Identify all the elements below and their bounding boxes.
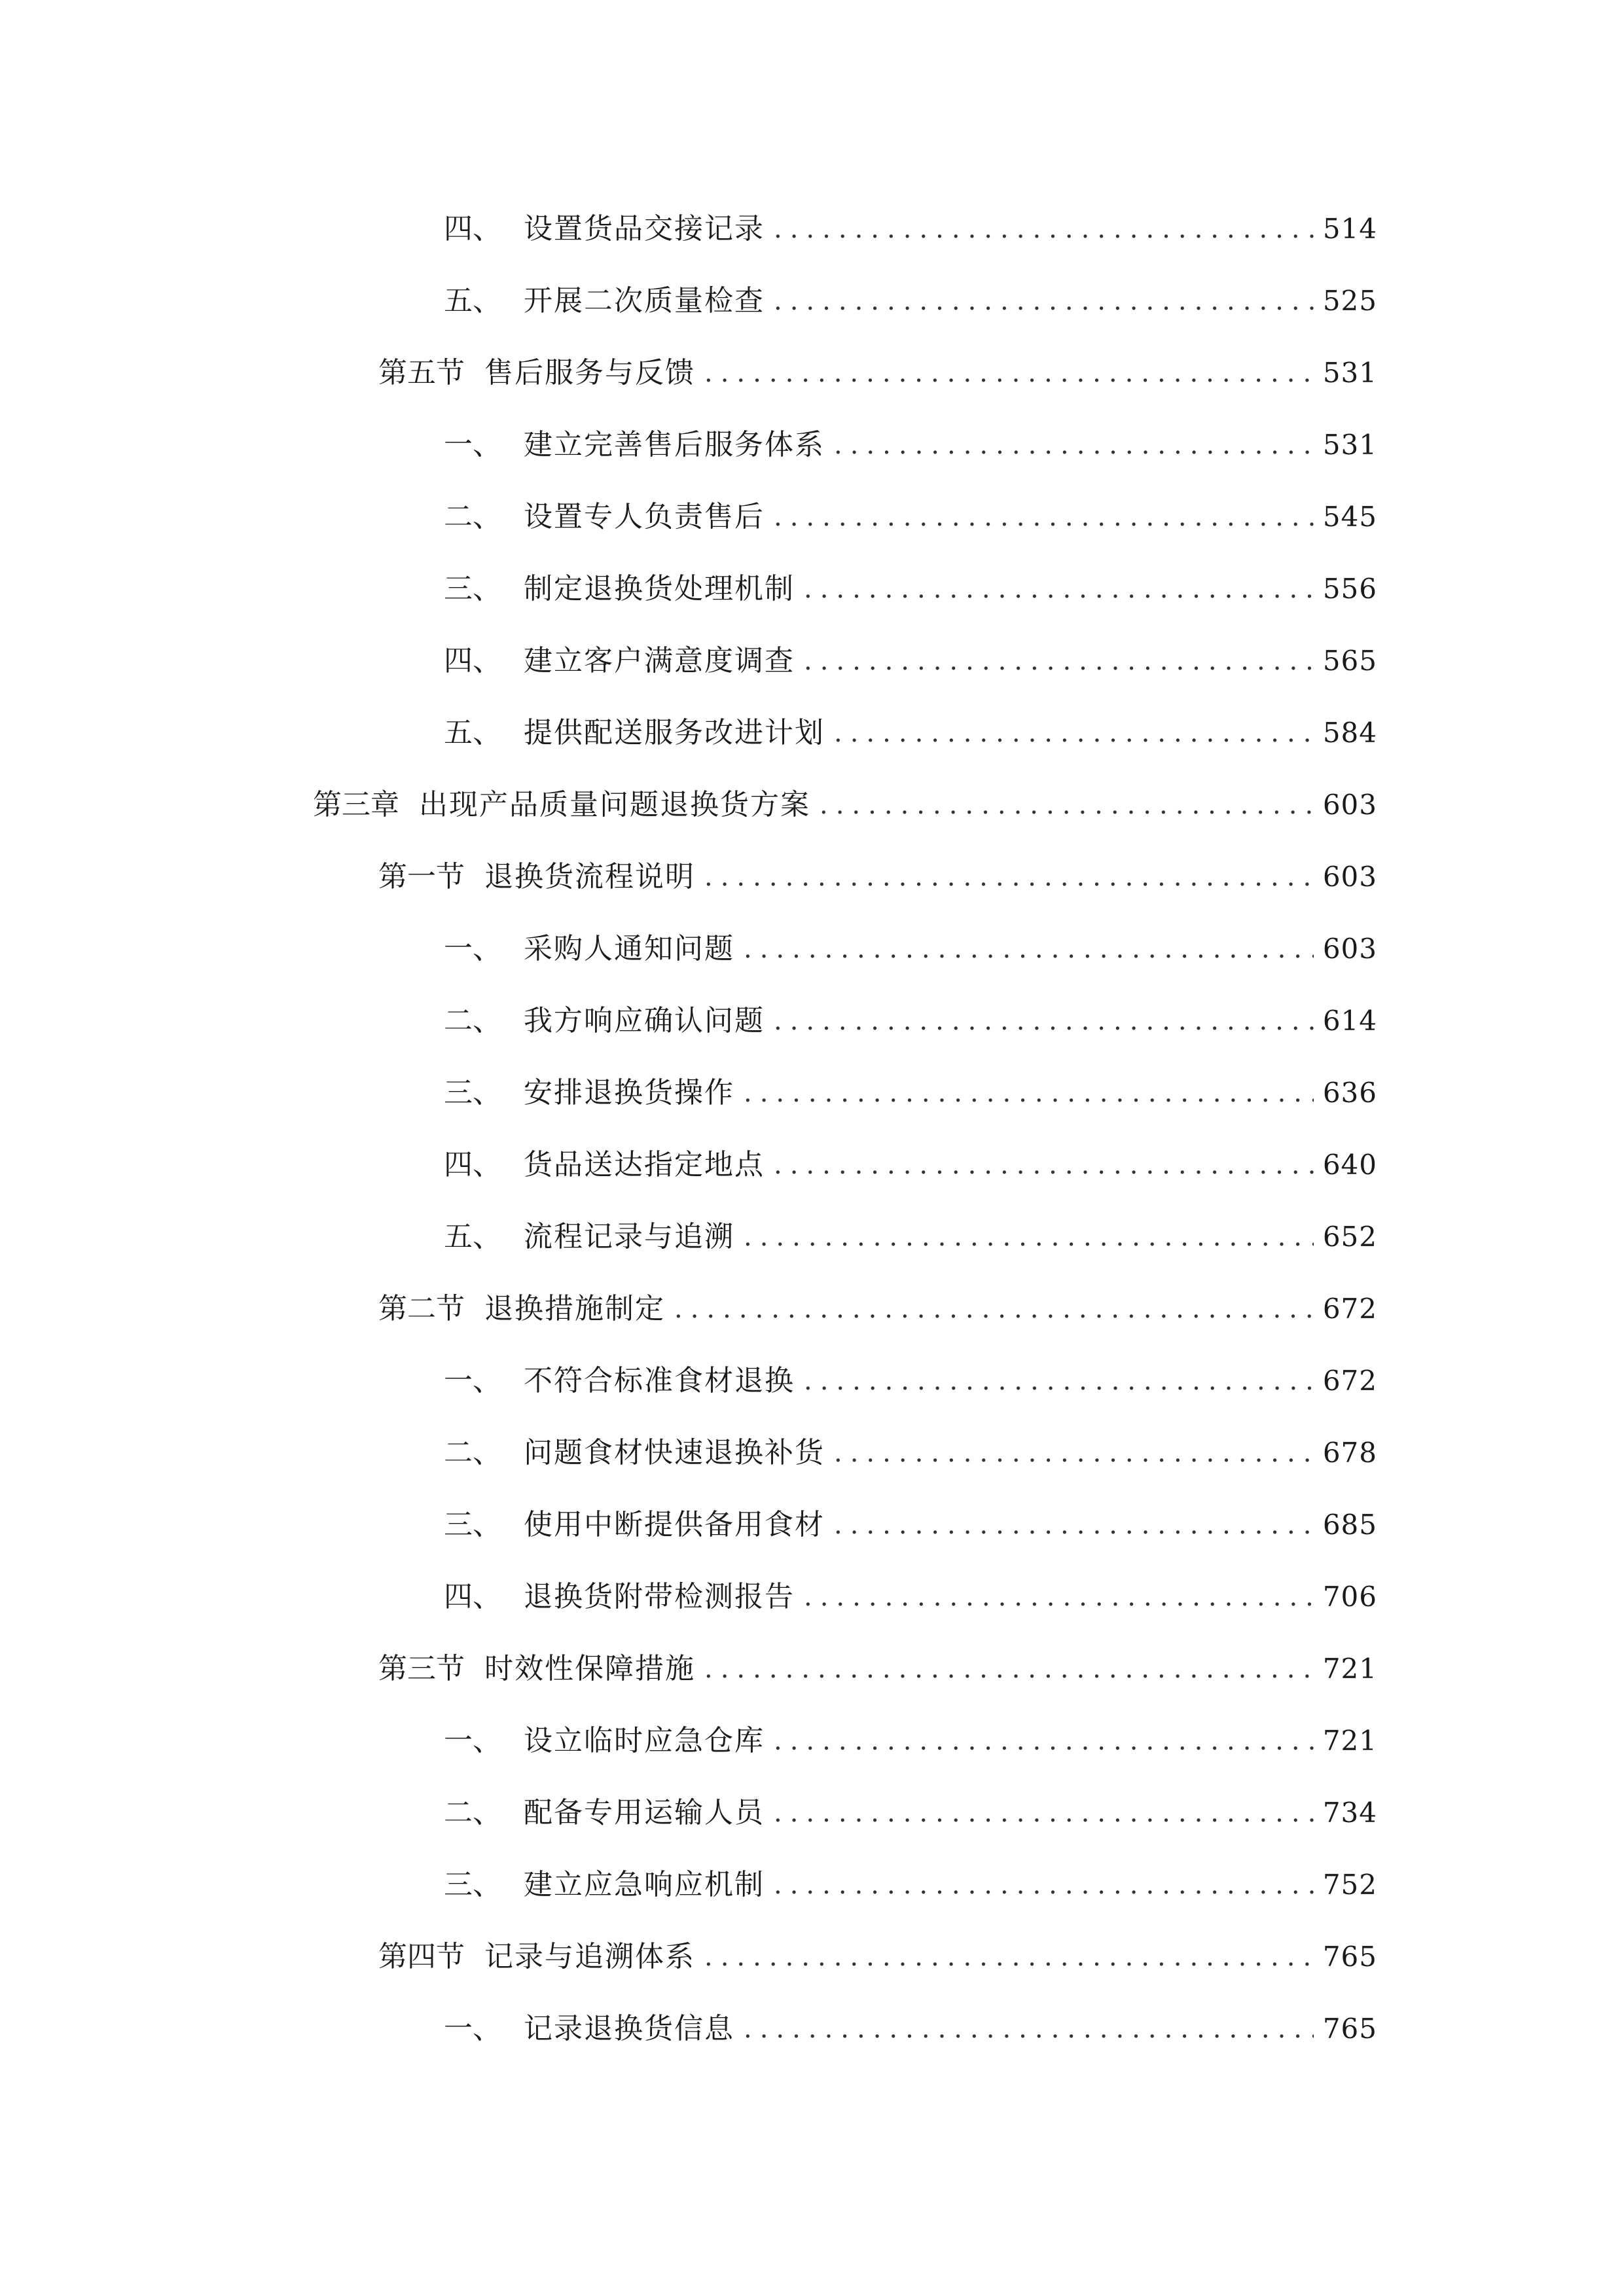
toc-entry-number: 四、 [444, 1148, 501, 1181]
toc-entry-number: 一、 [444, 428, 501, 461]
toc-leader-dots [704, 851, 1314, 903]
toc-entry-page: 721 [1322, 1653, 1377, 1685]
toc-leader-dots [804, 1355, 1314, 1407]
toc-entry-page: 565 [1322, 645, 1377, 677]
toc-entry[interactable] [378, 1931, 1377, 1983]
toc-entry-number: 三、 [444, 1868, 501, 1901]
toc-entry-page: 685 [1322, 1509, 1377, 1541]
toc-entry-number: 第三章 [313, 788, 399, 821]
toc-entry-page: 765 [1322, 2013, 1377, 2045]
toc-leader-dots [774, 1859, 1314, 1911]
toc-entry-title: 设立临时应急仓库 [524, 1724, 765, 1757]
toc-leader-dots [704, 347, 1314, 399]
toc-entry-number: 一、 [444, 932, 501, 965]
toc-leader-dots [774, 491, 1314, 543]
toc-entry[interactable] [444, 995, 1377, 1047]
toc-entry-page: 734 [1322, 1797, 1377, 1829]
toc-entry-title: 售后服务与反馈 [484, 356, 695, 389]
toc-entry-number: 五、 [444, 1220, 501, 1253]
toc-entry-number: 五、 [444, 284, 501, 317]
toc-entry-page: 672 [1322, 1365, 1377, 1397]
toc-entry-title: 制定退换货处理机制 [524, 572, 795, 605]
toc-entry-number: 三、 [444, 1508, 501, 1541]
toc-entry-title: 退换措施制定 [484, 1292, 665, 1325]
toc-entry-title: 建立客户满意度调查 [524, 644, 795, 677]
toc-entry-page: 678 [1322, 1437, 1377, 1469]
toc-entry-title: 不符合标准食材退换 [524, 1364, 795, 1397]
toc-entry-page: 765 [1322, 1941, 1377, 1973]
toc-entry-title: 建立应急响应机制 [524, 1868, 765, 1901]
toc-entry-title: 出现产品质量问题退换货方案 [419, 788, 810, 821]
toc-entry-page: 652 [1322, 1221, 1377, 1253]
toc-leader-dots [774, 1139, 1314, 1191]
toc-entry-title: 建立完善售后服务体系 [524, 428, 825, 461]
toc-entry-number: 第五节 [378, 356, 465, 389]
toc-entry-title: 安排退换货操作 [524, 1076, 734, 1109]
toc-entry[interactable] [444, 491, 1377, 543]
toc-entry[interactable] [313, 779, 1377, 831]
toc-entry-number: 第一节 [378, 860, 465, 893]
toc-entry-page: 603 [1322, 933, 1377, 965]
toc-entry[interactable] [444, 1499, 1377, 1551]
toc-entry-page: 531 [1322, 357, 1377, 389]
toc-entry-number: 二、 [444, 500, 501, 533]
toc-entry-title: 货品送达指定地点 [524, 1148, 765, 1181]
toc-entry[interactable] [444, 635, 1377, 687]
toc-leader-dots [820, 779, 1314, 831]
toc-entry-number: 四、 [444, 644, 501, 677]
toc-leader-dots [744, 1211, 1314, 1263]
toc-entry[interactable] [444, 563, 1377, 615]
toc-entry[interactable] [444, 1715, 1377, 1767]
toc-leader-dots [804, 635, 1314, 687]
toc-entry-title: 设置货品交接记录 [524, 212, 765, 245]
toc-entry-title: 退换货附带检测报告 [524, 1580, 795, 1613]
toc-entry[interactable] [444, 923, 1377, 975]
toc-leader-dots [834, 419, 1314, 471]
toc-entry-number: 一、 [444, 1724, 501, 1757]
toc-entry-title: 问题食材快速退换补货 [524, 1436, 825, 1469]
toc-entry-title: 我方响应确认问题 [524, 1004, 765, 1037]
toc-entry-page: 556 [1322, 573, 1377, 605]
toc-leader-dots [834, 1427, 1314, 1479]
toc-entry-page: 514 [1322, 213, 1377, 245]
toc-entry-number: 二、 [444, 1796, 501, 1829]
toc-entry[interactable] [444, 203, 1377, 255]
toc-entry-number: 四、 [444, 212, 501, 245]
toc-leader-dots [804, 563, 1314, 615]
toc-entry-page: 545 [1322, 501, 1377, 533]
toc-leader-dots [834, 1499, 1314, 1551]
toc-entry-page: 603 [1322, 789, 1377, 821]
toc-entry-title: 记录退换货信息 [524, 2012, 734, 2045]
toc-entry[interactable] [444, 1571, 1377, 1623]
toc-entry[interactable] [444, 1787, 1377, 1839]
toc-entry[interactable] [444, 1211, 1377, 1263]
toc-entry-page: 752 [1322, 1869, 1377, 1901]
toc-entry[interactable] [444, 419, 1377, 471]
toc-entry-title: 采购人通知问题 [524, 932, 734, 965]
toc-entry-title: 退换货流程说明 [484, 860, 695, 893]
toc-entry-number: 一、 [444, 2012, 501, 2045]
toc-leader-dots [834, 707, 1314, 759]
toc-entry-number: 四、 [444, 1580, 501, 1613]
toc-entry-number: 第三节 [378, 1652, 465, 1685]
toc-entry-number: 一、 [444, 1364, 501, 1397]
toc-leader-dots [704, 1931, 1314, 1983]
toc-entry[interactable] [378, 1283, 1377, 1335]
toc-entry-title: 设置专人负责售后 [524, 500, 765, 533]
toc-leader-dots [674, 1283, 1314, 1335]
toc-entry-number: 第四节 [378, 1940, 465, 1973]
toc-entry-number: 二、 [444, 1004, 501, 1037]
toc-entry[interactable] [444, 1139, 1377, 1191]
toc-leader-dots [774, 1715, 1314, 1767]
toc-entry[interactable] [444, 1427, 1377, 1479]
toc-leader-dots [774, 995, 1314, 1047]
toc-entry[interactable] [378, 851, 1377, 903]
toc-entry-number: 三、 [444, 1076, 501, 1109]
toc-entry-page: 531 [1322, 429, 1377, 461]
toc-entry-title: 使用中断提供备用食材 [524, 1508, 825, 1541]
toc-leader-dots [774, 1787, 1314, 1839]
toc-entry-title: 提供配送服务改进计划 [524, 716, 825, 749]
toc-leader-dots [744, 923, 1314, 975]
toc-entry-title: 配备专用运输人员 [524, 1796, 765, 1829]
toc-entry-page: 584 [1322, 717, 1377, 749]
toc-entry-number: 二、 [444, 1436, 501, 1469]
toc-entry[interactable] [444, 275, 1377, 327]
toc-entry-title: 记录与追溯体系 [484, 1940, 695, 1973]
toc-entry[interactable] [378, 347, 1377, 399]
toc-entry[interactable] [444, 2003, 1377, 2055]
toc-leader-dots [704, 1643, 1314, 1695]
toc-entry-page: 636 [1322, 1077, 1377, 1109]
toc-entry-page: 525 [1322, 285, 1377, 317]
toc-entry[interactable] [378, 1643, 1377, 1695]
toc-leader-dots [804, 1571, 1314, 1623]
toc-leader-dots [744, 1067, 1314, 1119]
toc-entry[interactable] [444, 1355, 1377, 1407]
toc-entry-number: 五、 [444, 716, 501, 749]
toc-leader-dots [774, 203, 1314, 255]
toc-entry-page: 603 [1322, 861, 1377, 893]
toc-entry[interactable] [444, 1067, 1377, 1119]
toc-entry-number: 三、 [444, 572, 501, 605]
toc-entry-number: 第二节 [378, 1292, 465, 1325]
toc-entry[interactable] [444, 707, 1377, 759]
toc-entry-page: 614 [1322, 1005, 1377, 1037]
toc-entry-title: 流程记录与追溯 [524, 1220, 734, 1253]
toc-entry-title: 开展二次质量检查 [524, 284, 765, 317]
toc-entry-title: 时效性保障措施 [484, 1652, 695, 1685]
toc-entry-page: 672 [1322, 1293, 1377, 1325]
toc-entry[interactable] [444, 1859, 1377, 1911]
toc-entry-page: 706 [1322, 1581, 1377, 1613]
toc-leader-dots [744, 2003, 1314, 2055]
toc-entry-page: 640 [1322, 1149, 1377, 1181]
toc-entry-page: 721 [1322, 1725, 1377, 1757]
toc-leader-dots [774, 275, 1314, 327]
